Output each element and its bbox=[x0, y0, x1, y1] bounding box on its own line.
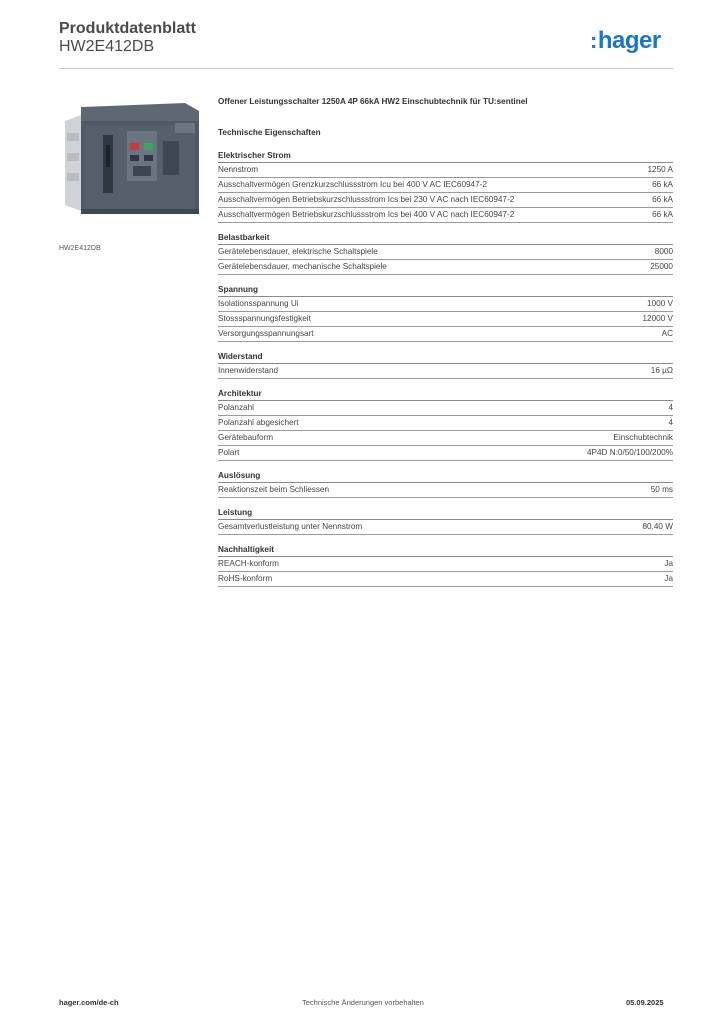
spec-value: 4 bbox=[668, 418, 673, 427]
logo-text: hager bbox=[597, 27, 661, 54]
spec-value: 80.40 W bbox=[642, 522, 673, 531]
spec-label: Ausschaltvermögen Betriebskurzschlussstrom Ics bei 400 V AC nach IEC60947-2 bbox=[218, 210, 515, 219]
spec-section bbox=[218, 507, 673, 535]
spec-label: Polart bbox=[218, 448, 240, 457]
spec-row bbox=[218, 416, 673, 431]
spec-value: 8000 bbox=[654, 247, 673, 256]
image-caption: HW2E412DB bbox=[59, 245, 101, 252]
spec-value: 1000 V bbox=[647, 299, 673, 308]
section-title: Belastbarkeit bbox=[218, 232, 673, 245]
spec-value: 66 kA bbox=[652, 195, 673, 204]
spec-label: Ausschaltvermögen Grenzkurzschlussstrom Icu bei 400 V AC IEC60947-2 bbox=[218, 180, 487, 189]
spec-label: RoHS-konform bbox=[218, 574, 273, 583]
spec-label: Gerätelebensdauer, elektrische Schaltspiele bbox=[218, 247, 378, 256]
section-title: Auslösung bbox=[218, 470, 673, 483]
spec-label: Versorgungsspannungsart bbox=[218, 329, 314, 338]
technical-properties-heading: Technische Eigenschaften bbox=[218, 128, 321, 137]
spec-section bbox=[218, 351, 673, 379]
spec-row bbox=[218, 483, 673, 498]
spec-section bbox=[218, 150, 673, 223]
spec-value: 66 kA bbox=[652, 180, 673, 189]
section-title: Architektur bbox=[218, 388, 673, 401]
spec-value: 4 bbox=[668, 403, 673, 412]
section-title: Widerstand bbox=[218, 351, 673, 364]
spec-value: 66 kA bbox=[652, 210, 673, 219]
spec-row bbox=[218, 520, 673, 535]
circuit-breaker-image bbox=[59, 93, 205, 230]
spec-row bbox=[218, 297, 673, 312]
spec-label: Innenwiderstand bbox=[218, 366, 279, 375]
header-divider bbox=[59, 68, 673, 69]
spec-value: 16 µΩ bbox=[650, 366, 673, 375]
spec-row bbox=[218, 193, 673, 208]
spec-row bbox=[218, 163, 673, 178]
spec-value: 50 ms bbox=[650, 485, 673, 494]
footer-date: 05.09.2025 bbox=[626, 998, 664, 1007]
spec-label: Polanzahl bbox=[218, 403, 254, 412]
spec-sections bbox=[218, 150, 673, 587]
spec-value: 1250 A bbox=[647, 165, 673, 174]
spec-label: Gerätelebensdauer, mechanische Schaltspiele bbox=[218, 262, 387, 271]
product-code: HW2E412DB bbox=[59, 38, 155, 55]
spec-value: 4P4D N:0/50/100/200% bbox=[586, 448, 673, 457]
spec-row bbox=[218, 446, 673, 461]
document-title: Produktdatenblatt bbox=[59, 20, 196, 37]
spec-row bbox=[218, 312, 673, 327]
spec-label: Gerätebauform bbox=[218, 433, 274, 442]
spec-section bbox=[218, 388, 673, 461]
spec-row bbox=[218, 260, 673, 275]
spec-row bbox=[218, 364, 673, 379]
spec-section bbox=[218, 284, 673, 342]
spec-label: Nennstrom bbox=[218, 165, 259, 174]
product-title: Offener Leistungsschalter 1250A 4P 66kA HW2 Einschubtechnik für TU:sentinel bbox=[218, 97, 528, 106]
spec-label: Isolationsspannung Ui bbox=[218, 299, 299, 308]
hager-logo bbox=[590, 27, 661, 55]
footer-notice: Technische Änderungen vorbehalten bbox=[302, 998, 424, 1007]
spec-label: Polanzahl abgesichert bbox=[218, 418, 299, 427]
spec-row bbox=[218, 327, 673, 342]
spec-value: Einschubtechnik bbox=[613, 433, 673, 442]
logo-dots-icon: : bbox=[590, 28, 597, 53]
spec-label: Reaktionszeit beim Schliessen bbox=[218, 485, 330, 494]
spec-value: Ja bbox=[664, 574, 673, 583]
spec-label: Stossspannungsfestigkeit bbox=[218, 314, 311, 323]
section-title: Elektrischer Strom bbox=[218, 150, 673, 163]
spec-row bbox=[218, 557, 673, 572]
spec-section bbox=[218, 470, 673, 498]
specifications-content bbox=[218, 97, 673, 596]
spec-section bbox=[218, 232, 673, 275]
spec-row bbox=[218, 401, 673, 416]
spec-row bbox=[218, 431, 673, 446]
spec-label: Ausschaltvermögen Betriebskurzschlussstrom Ics bei 230 V AC nach IEC60947-2 bbox=[218, 195, 515, 204]
spec-label: REACH-konform bbox=[218, 559, 279, 568]
section-title: Spannung bbox=[218, 284, 673, 297]
spec-value: Ja bbox=[664, 559, 673, 568]
footer-website-link[interactable]: hager.com/de-ch bbox=[59, 998, 119, 1007]
spec-section bbox=[218, 544, 673, 587]
spec-row bbox=[218, 572, 673, 587]
spec-value: AC bbox=[661, 329, 673, 338]
spec-value: 25000 bbox=[650, 262, 673, 271]
spec-row bbox=[218, 208, 673, 223]
section-title: Leistung bbox=[218, 507, 673, 520]
spec-row bbox=[218, 245, 673, 260]
spec-value: 12000 V bbox=[642, 314, 673, 323]
spec-row bbox=[218, 178, 673, 193]
spec-label: Gesamtverlustleistung unter Nennstrom bbox=[218, 522, 363, 531]
section-title: Nachhaltigkeit bbox=[218, 544, 673, 557]
